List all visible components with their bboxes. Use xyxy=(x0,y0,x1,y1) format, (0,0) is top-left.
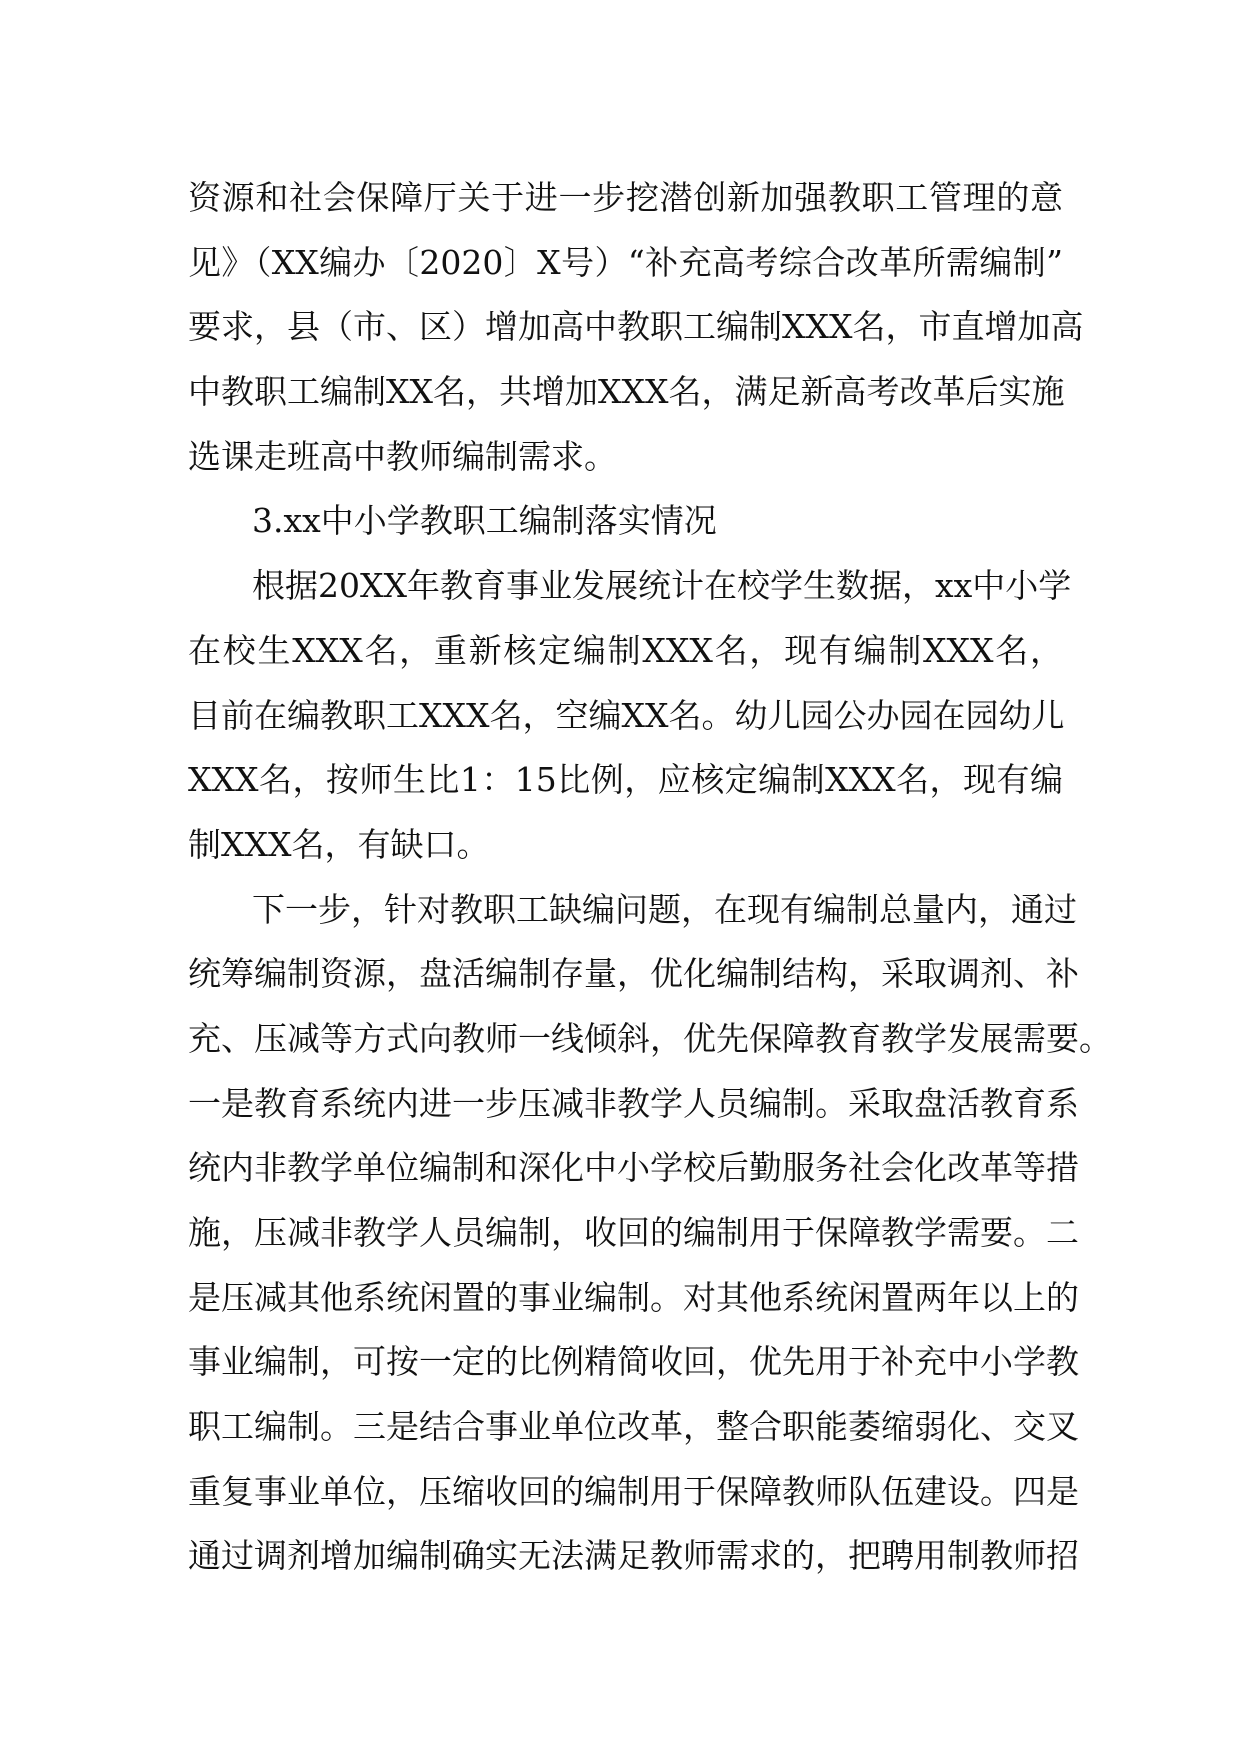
text-line: 选课走班高中教师编制需求。 xyxy=(188,436,617,476)
text-line: 重复事业单位，压缩收回的编制用于保障教师队伍建设。四是 xyxy=(188,1471,1079,1511)
text-line: 根据20XX年教育事业发展统计在校学生数据，xx中小学 xyxy=(252,566,1072,606)
text-line: 通过调剂增加编制确实无法满足教师需求的，把聘用制教师招 xyxy=(188,1536,1079,1576)
text-line: 统筹编制资源，盘活编制存量，优化编制结构，采取调剂、补 xyxy=(188,954,1079,994)
text-line: 职工编制。三是结合事业单位改革，整合职能萎缩弱化、交叉 xyxy=(188,1407,1079,1447)
text-line: 施，压减非教学人员编制，收回的编制用于保障教学需要。二 xyxy=(188,1213,1079,1252)
text-line: 是压减其他系统闲置的事业编制。对其他系统闲置两年以上的 xyxy=(188,1277,1079,1317)
text-line: 下一步，针对教职工缺编问题，在现有编制总量内，通过 xyxy=(252,889,1077,929)
text-line: 统内非教学单位编制和深化中小学校后勤服务社会化改革等措 xyxy=(188,1148,1079,1188)
text-line: 中教职工编制XX名，共增加XXX名，满足新高考改革后实施 xyxy=(188,372,1065,412)
text-line: XXX名，按师生比1：15比例，应核定编制XXX名，现有编 xyxy=(188,760,1063,800)
text-line: 事业编制，可按一定的比例精简收回，优先用于补充中小学教 xyxy=(188,1342,1079,1382)
body-text xyxy=(188,166,1112,1589)
section-heading: 3.xx中小学教职工编制落实情况 xyxy=(252,501,717,541)
text-line: 要求，县（市、区）增加高中教职工编制XXX名，市直增加高 xyxy=(188,307,1084,347)
text-line: 资源和社会保障厅关于进一步挖潜创新加强教职工管理的意 xyxy=(188,178,1063,217)
text-line: 在校生XXX名，重新核定编制XXX名，现有编制XXX名， xyxy=(188,630,1063,670)
text-line: 一是教育系统内进一步压减非教学人员编制。采取盘活教育系 xyxy=(188,1083,1079,1123)
text-line: 制XXX名，有缺口。 xyxy=(188,824,490,864)
text-line: 目前在编教职工XXX名，空编XX名。幼儿园公办园在园幼儿 xyxy=(188,695,1065,735)
text-line: 见》（XX编办〔2020〕X号）“补充高考综合改革所需编制” xyxy=(188,242,1063,282)
text-line: 充、压减等方式向教师一线倾斜，优先保障教育教学发展需要。 xyxy=(188,1018,1112,1058)
